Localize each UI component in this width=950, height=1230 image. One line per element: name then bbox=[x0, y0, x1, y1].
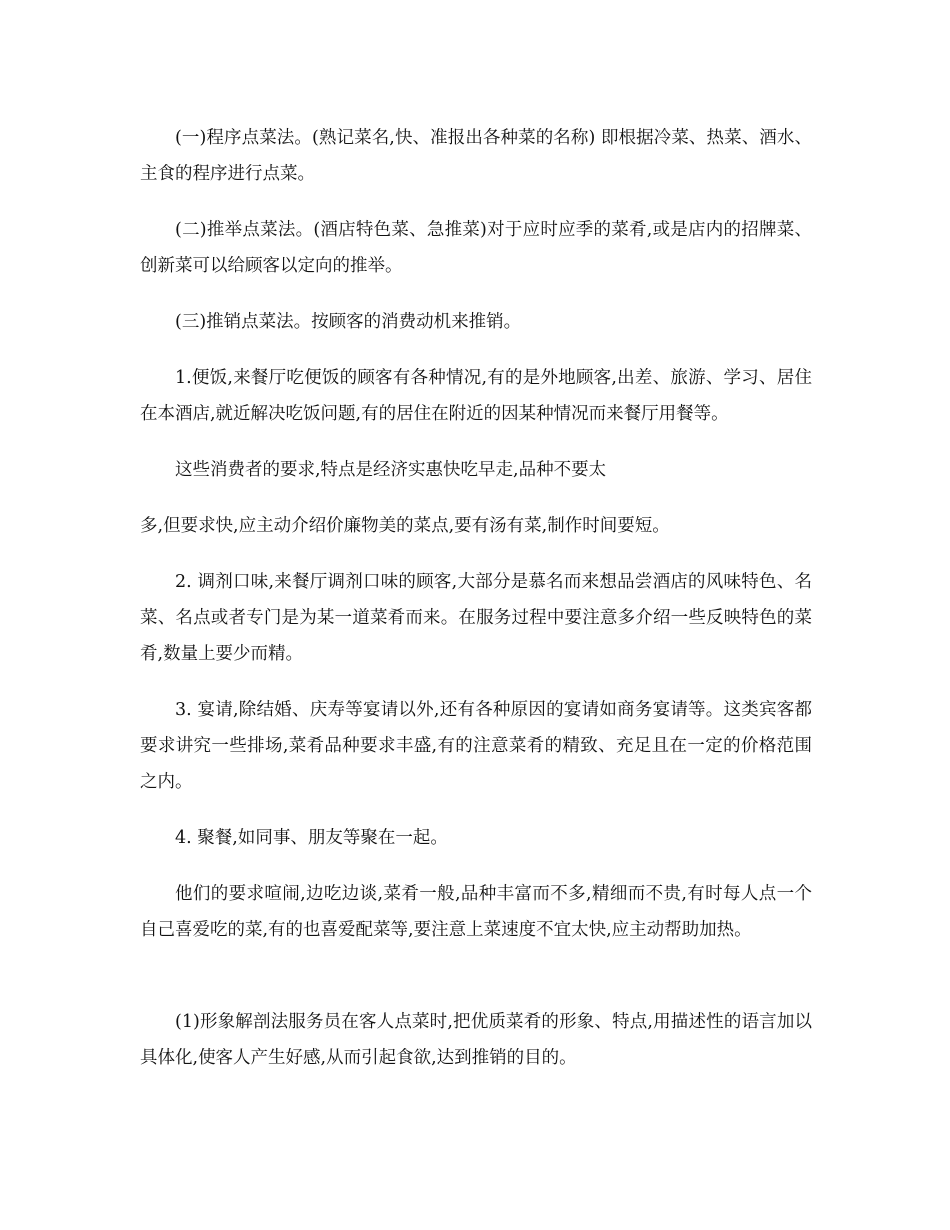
paragraph-casual-meal: 1.便饭,来餐厅吃便饭的顾客有各种情况,有的是外地顾客,出差、旅游、学习、居住在本酒店,就近解决吃饭问题,有的居住在附近的因某种情况而来餐厅用餐等。 bbox=[140, 368, 812, 424]
paragraph-banquet: 3. 宴请,除结婚、庆寿等宴请以外,还有各种原因的宴请如商务宴请等。这类宾客都要求讲究一些排场,菜肴品种要求丰盛,有的注意菜肴的精致、充足且在一定的价格范围之内。 bbox=[140, 700, 812, 792]
paragraph-image-analysis: (1)形象解剖法服务员在客人点菜时,把优质菜肴的形象、特点,用描述性的语言加以具体化,使客人产生好感,从而引起食欲,达到推销的目的。 bbox=[140, 1012, 812, 1068]
paragraph-consumer-requirements-cont: 多,但要求快,应主动介绍价廉物美的菜点,要有汤有菜,制作时间要短。 bbox=[140, 516, 670, 536]
paragraph-gathering: 4. 聚餐,如同事、朋友等聚在一起。 bbox=[175, 828, 448, 848]
paragraph-recommend-method: (二)推举点菜法。(酒店特色菜、急推菜)对于应时应季的菜肴,或是店内的招牌菜、创新菜可以给顾客以定向的推举。 bbox=[140, 220, 812, 276]
paragraph-gathering-requirements: 他们的要求喧闹,边吃边谈,菜肴一般,品种丰富而不多,精细而不贵,有时每人点一个自己喜爱吃的菜,有的也喜爱配菜等,要注意上菜速度不宜太快,应主动帮助加热。 bbox=[140, 884, 812, 940]
paragraph-taste-adjust: 2. 调剂口味,来餐厅调剂口味的顾客,大部分是慕名而来想品尝酒店的风味特色、名菜、名点或者专门是为某一道菜肴而来。在服务过程中要注意多介绍一些反映特色的菜肴,数量上要少而精。 bbox=[140, 572, 812, 664]
paragraph-consumer-requirements: 这些消费者的要求,特点是经济实惠快吃早走,品种不要太 bbox=[175, 460, 607, 480]
paragraph-ordered-method: (一)程序点菜法。(熟记菜名,快、准报出各种菜的名称) 即根据冷菜、热菜、酒水、主食的程序进行点菜。 bbox=[140, 128, 812, 184]
paragraph-promotion-method: (三)推销点菜法。按顾客的消费动机来推销。 bbox=[175, 312, 522, 332]
